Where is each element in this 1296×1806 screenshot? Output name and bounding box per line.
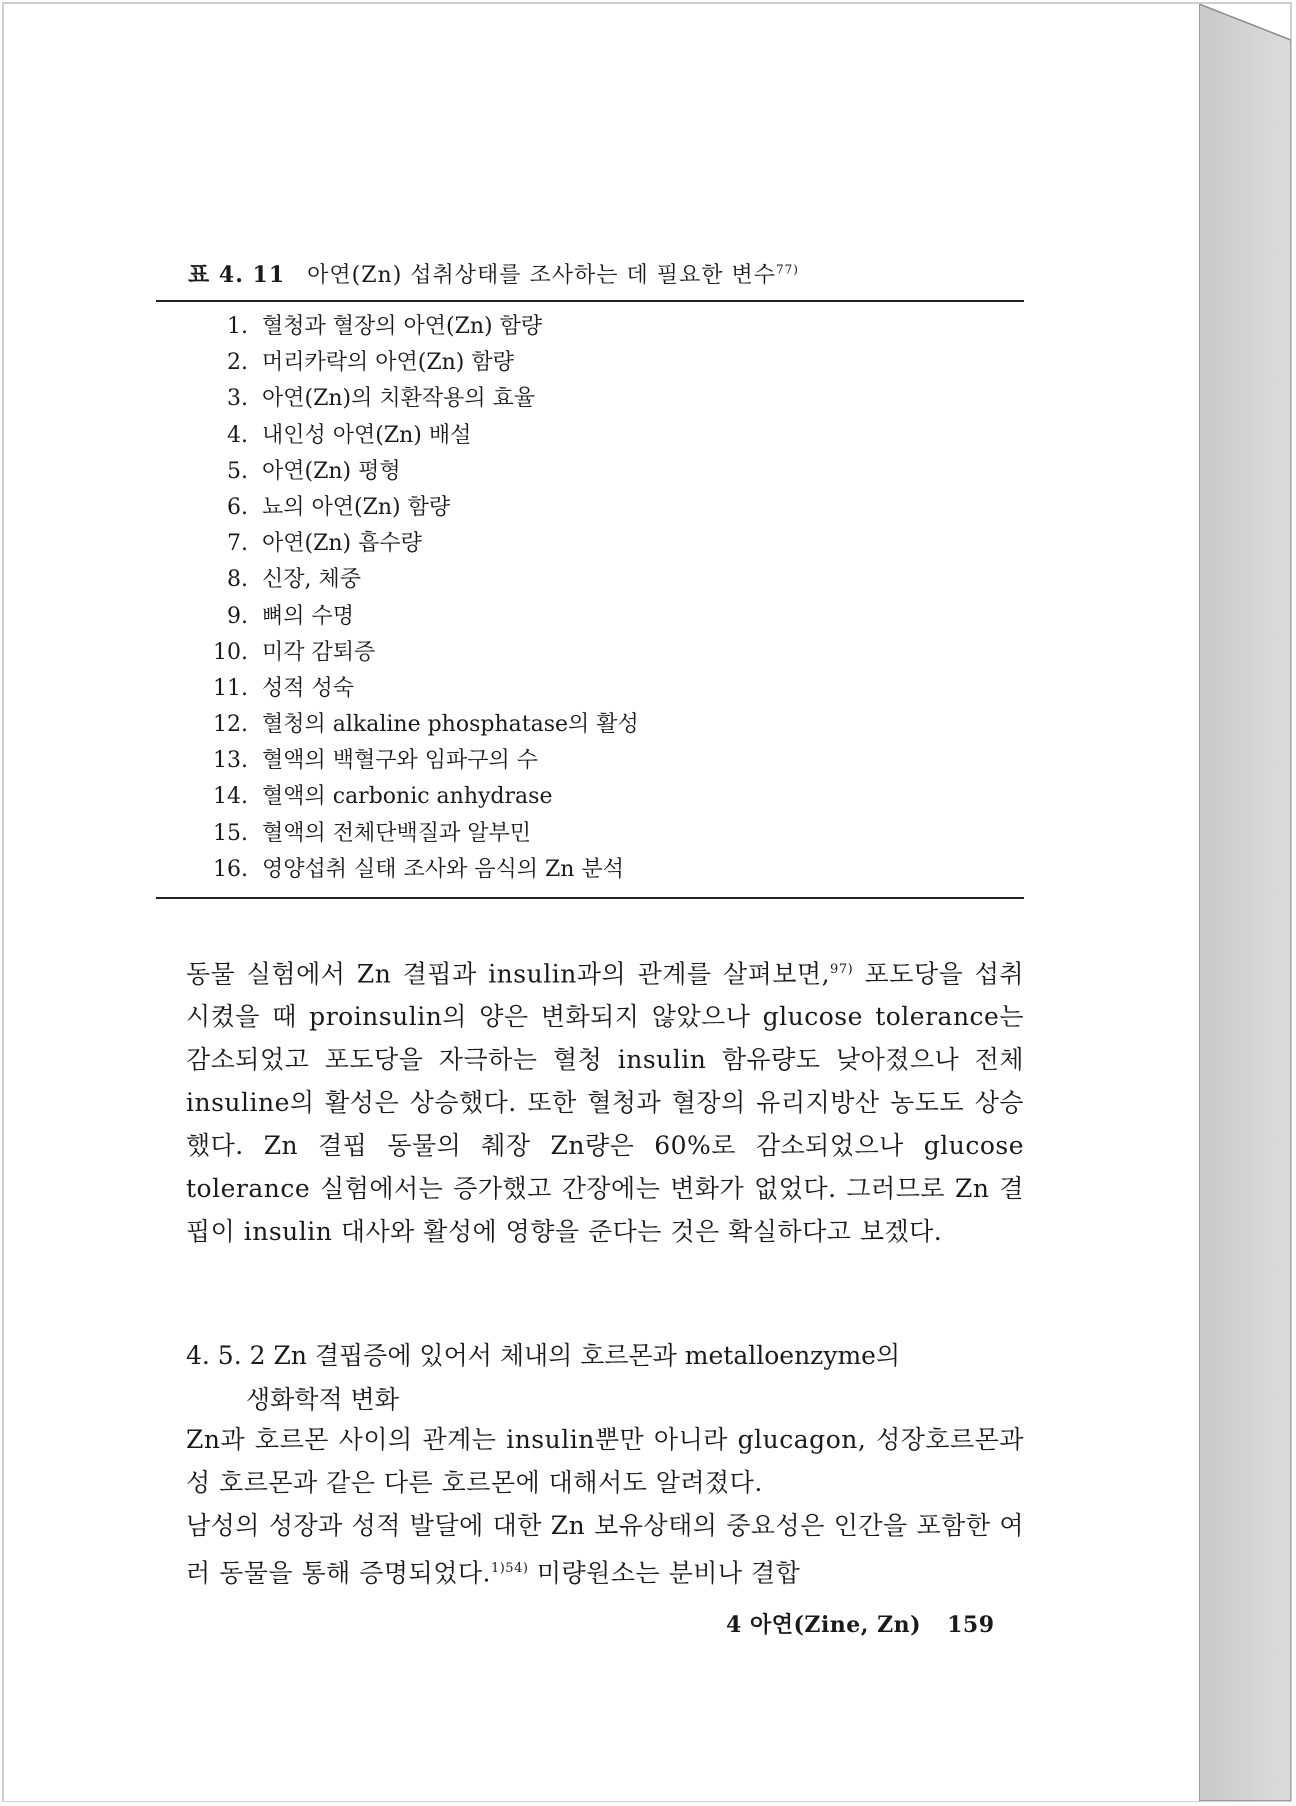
list-item [208, 743, 639, 779]
item-number: 1. [227, 314, 248, 339]
list-item [208, 816, 639, 852]
item-number: 7. [227, 531, 248, 557]
item-number: 5. [227, 458, 248, 484]
section-title: Zn 결핍증에 있어서 체내의 호르몬과 metalloenzyme의 [273, 1341, 901, 1370]
item-text: 혈액의 전체단백질과 알부민 [262, 820, 532, 846]
paragraph-text: 동물 실험에서 Zn 결핍과 insulin과의 관계를 살펴보면, [186, 959, 831, 989]
item-number: 3. [227, 386, 248, 412]
table-caption [188, 258, 799, 289]
item-number: 12. [213, 712, 248, 738]
item-number: 11. [213, 675, 248, 701]
item-text: 내인성 아연(Zn) 배설 [262, 422, 472, 448]
list-item [208, 490, 639, 526]
list-item [208, 418, 639, 454]
body-paragraph-hormones [186, 1418, 1024, 1504]
list-item [208, 526, 639, 562]
table-title: 아연(Zn) 섭취상태를 조사하는 데 필요한 변수 [307, 263, 777, 288]
section-heading [186, 1334, 1024, 1422]
item-text: 혈액의 백혈구와 임파구의 수 [262, 748, 539, 774]
item-text: 뼈의 수명 [262, 603, 355, 629]
item-text: 혈액의 carbonic anhydrase [262, 784, 553, 810]
item-text: 아연(Zn) 평형 [262, 458, 401, 484]
table-title-ref: 77) [776, 262, 799, 277]
list-item [208, 852, 639, 888]
running-title: 4 아연(Zine, Zn) [726, 1612, 922, 1638]
list-item [208, 599, 639, 635]
paragraph-text: Zn과 호르몬 사이의 관계는 insulin뿐만 아니라 glucagon, 성장호르몬과 성 호르몬과 같은 다른 호르몬에 대해서도 알려졌다. [186, 1425, 1024, 1497]
table-bottom-rule [156, 897, 1024, 899]
item-number: 15. [213, 820, 248, 846]
list-item [208, 309, 639, 345]
item-number: 10. [213, 639, 248, 665]
list-item [208, 779, 639, 815]
body-paragraph-growth [186, 1504, 1024, 1594]
paragraph-text: 포도당을 섭취시켰을 때 proinsulin의 양은 변화되지 않았으나 glucose tolerance는 감소되었고 포도당을 자극하는 혈청 insulin 함유량도 낮아졌으나 전체 insuline의 활성은 상승했다. 또한 혈청과 혈장의 유리지방산 농도도 상승했다. Zn 결핍 동물의 췌장 Zn량은 60%로 감소되었으나 glucose tolerance 실험에서는 증가했고 간장에는 변화가 없었다. 그러므로 Zn 결핍이 insulin 대사와 활성에 영향을 준다는 것은 확실하다고 보겠다. [186, 959, 1025, 1247]
reference-superscript: 1)54) [490, 1561, 529, 1576]
list-item [208, 562, 639, 598]
table-top-rule [156, 300, 1024, 302]
item-text: 미각 감퇴증 [262, 639, 376, 665]
item-text: 아연(Zn)의 치환작용의 효율 [262, 386, 536, 412]
list-item [208, 345, 639, 381]
item-text: 성적 성숙 [262, 675, 355, 701]
item-number: 13. [213, 748, 248, 774]
item-text: 뇨의 아연(Zn) 함량 [262, 494, 451, 520]
item-number: 14. [213, 784, 248, 810]
paragraph-text: 미량원소는 분비나 결합 [528, 1558, 801, 1588]
reference-superscript: 97) [830, 962, 854, 977]
section-number: 4. 5. 2 [186, 1341, 266, 1370]
item-number: 8. [227, 567, 248, 593]
running-footer [726, 1608, 995, 1639]
list-item [208, 454, 639, 490]
item-number: 16. [213, 856, 248, 882]
table-label: 표 4. 11 [188, 262, 286, 288]
item-text: 혈청과 혈장의 아연(Zn) 함량 [262, 314, 543, 339]
list-item [208, 671, 639, 707]
item-number: 2. [227, 350, 248, 376]
item-text: 혈청의 alkaline phosphatase의 활성 [262, 712, 639, 738]
paragraph-text: 남성의 성장과 성적 발달에 대한 Zn 보유상태의 중요성은 인간을 포함한 여러 동물을 통해 증명되었다. [186, 1511, 1024, 1588]
item-text: 신장, 체중 [262, 567, 361, 593]
item-number: 6. [227, 494, 248, 520]
item-text: 아연(Zn) 흡수량 [262, 531, 422, 557]
list-item [208, 381, 639, 417]
item-text: 머리카락의 아연(Zn) 함량 [262, 350, 514, 376]
variable-list [208, 309, 639, 888]
item-text: 영양섭취 실태 조사와 음식의 Zn 분석 [262, 856, 624, 882]
item-number: 9. [227, 603, 248, 629]
item-number: 4. [227, 422, 248, 448]
body-paragraph-insulin [186, 948, 1024, 1253]
page-number: 159 [947, 1612, 995, 1638]
section-title-continued: 생화학적 변화 [246, 1385, 399, 1414]
list-item [208, 635, 639, 671]
list-item [208, 707, 639, 743]
